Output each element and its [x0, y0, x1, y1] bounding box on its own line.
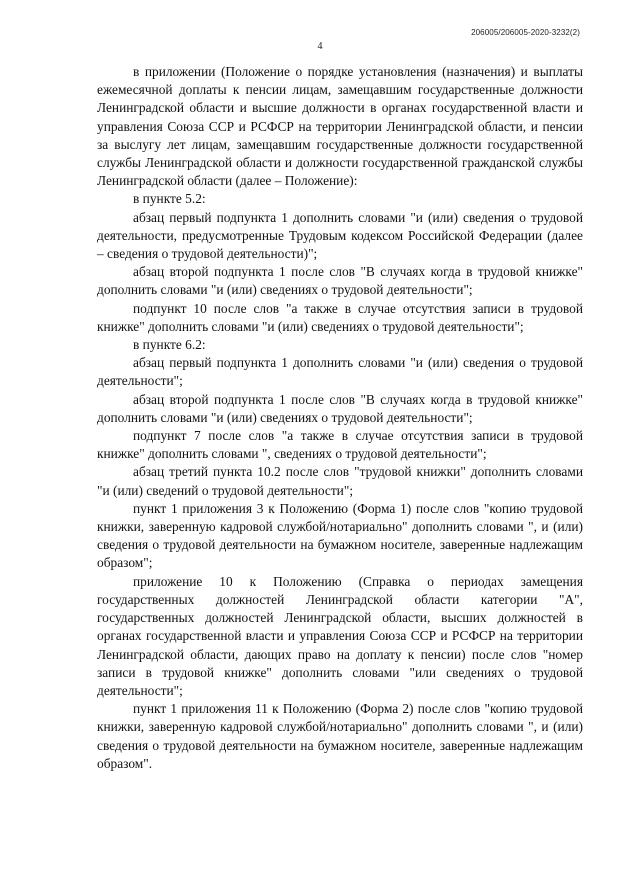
- document-id: 206005/206005-2020-3232(2): [471, 28, 580, 37]
- paragraph: абзац третий пункта 10.2 после слов "трудовой книжки" дополнить словами "и (или) сведений о трудовой деятельности";: [97, 464, 583, 498]
- paragraph: подпункт 7 после слов "а также в случае отсутствия записи в трудовой книжке" дополнить словами ", сведениях о трудовой деятельности";: [97, 428, 583, 462]
- paragraph: абзац первый подпункта 1 дополнить словами "и (или) сведения о трудовой деятельности";: [97, 355, 583, 389]
- paragraph: подпункт 10 после слов "а также в случае отсутствия записи в трудовой книжке" дополнить словами "и (или) сведениях о трудовой деятельности";: [97, 300, 583, 334]
- paragraph: приложение 10 к Положению (Справка о периодах замещения государственных должностей Ленинградской области категории "А", государственных должностей Ленинградской области, высших должностей в органах государственной власти и управления Союза ССР и РСФСР на территории Ленинградской области, дающих право на доплату к пенсии) после слов "номер записи в трудовой книжке" дополнить словами "или сведениях о трудовой деятельности";: [97, 573, 583, 698]
- paragraph-subhead-5-2: в пункте 5.2:: [133, 191, 206, 207]
- paragraph: пункт 1 приложения 3 к Положению (Форма 1) после слов "копию трудовой книжки, заверенную кадровой службой/нотариально" дополнить словами ", и (или) сведения о трудовой деятельности на бумажном носителе, заверенные надлежащим образом";: [97, 500, 583, 571]
- paragraph: абзац первый подпункта 1 дополнить словами "и (или) сведения о трудовой деятельности, предусмотренные Трудовым кодексом Российской Федерации (далее – сведения о трудовой деятельности)";: [97, 209, 583, 262]
- paragraph: пункт 1 приложения 11 к Положению (Форма 2) после слов "копию трудовой книжки, заверенную кадровой службой/нотариально" дополнить словами ", и (или) сведения о трудовой деятельности на бумажном носителе, заверенные надлежащим образом".: [97, 701, 583, 771]
- document-body: [97, 63, 583, 773]
- paragraph: абзац второй подпункта 1 после слов "В случаях когда в трудовой книжке" дополнить словами "и (или) сведениях о трудовой деятельности";: [97, 391, 583, 425]
- page-number: 4: [317, 41, 323, 52]
- paragraph: абзац второй подпункта 1 после слов "В случаях когда в трудовой книжке" дополнить словами "и (или) сведениях о трудовой деятельности";: [97, 264, 583, 298]
- paragraph-subhead-6-2: в пункте 6.2:: [133, 337, 206, 353]
- paragraph-intro: в приложении (Положение о порядке установления (назначения) и выплаты ежемесячной доплаты к пенсии лицам, замещавшим государственные должности Ленинградской области и высшие должности в органах государственной власти и управления Союза ССР и РСФСР на территории Ленинградской области, и пенсии за выслугу лет лицам, замещавшим государственные должности государственной службы Ленинградской области и должности государственной гражданской службы Ленинградской области (далее – Положение):: [97, 64, 583, 189]
